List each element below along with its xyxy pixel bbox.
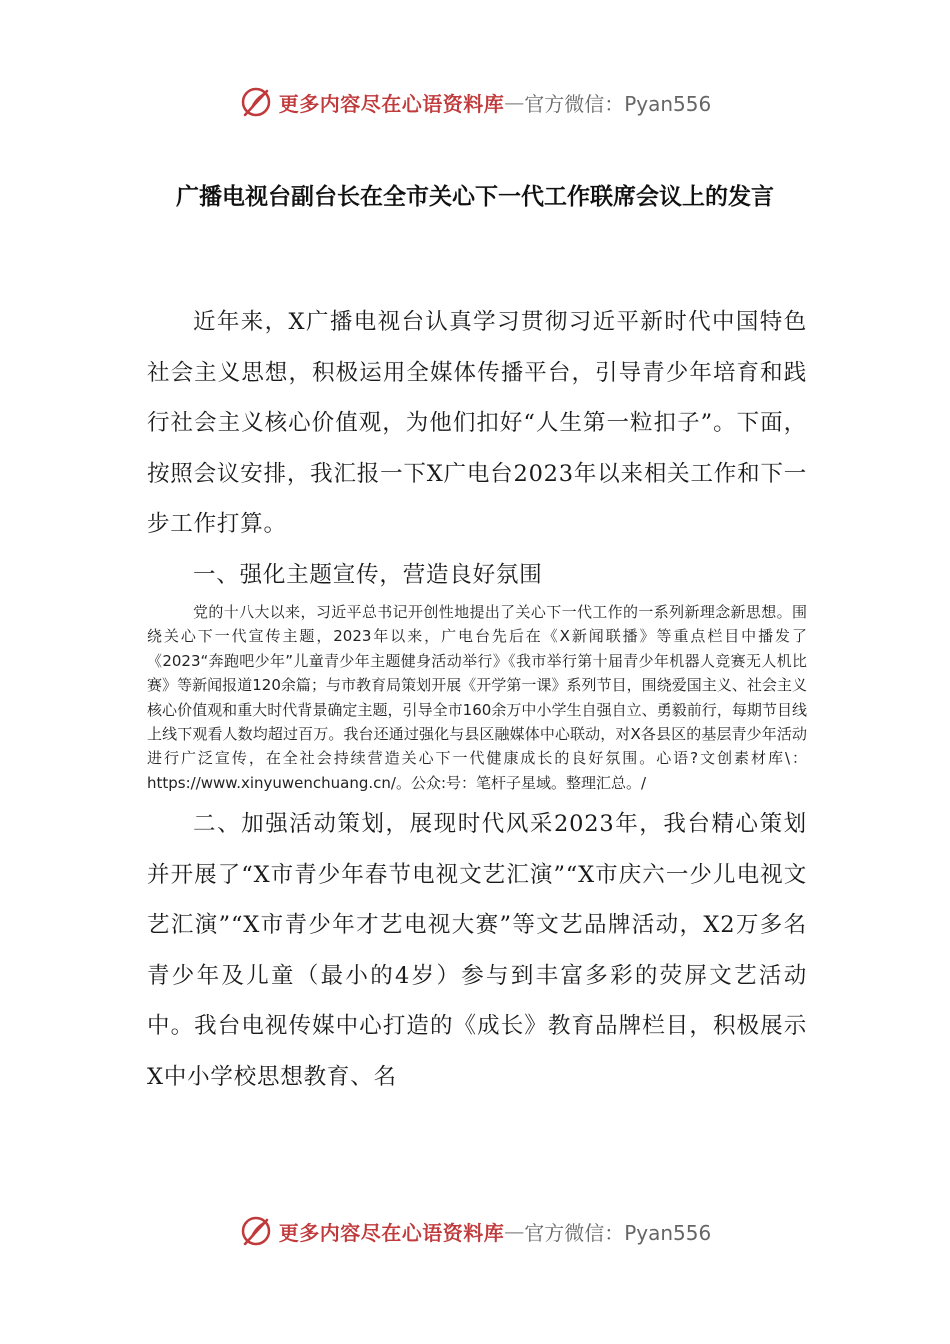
section-1-paragraph: 党的十八大以来，习近平总书记开创性地提出了关心下一代工作的一系列新理念新思想。围绕关心下一代宣传主题，2023年以来，广电台先后在《X新闻联播》等重点栏目中播发了《2023“奔跑吧少年”儿童青少年主题健身活动举行》《我市举行第十届青少年机器人竞赛无人机比赛》等新闻报道120余篇；与市教育局策划开展《开学第一课》系列节目，围绕爱国主义、社会主义核心价值观和重大时代背景确定主题，引导全市160余万中小学生自强自立、勇毅前行，每期节目线上线下观看人数均超过百万。我台还通过强化与县区融媒体中心联动，对X各县区的基层青少年活动进行广泛宣传，在全社会持续营造关心下一代健康成长的良好氛围。心语?文创素材库\：https://www.xinyuwenchuang.cn/。公众:号：笔杆子星域。整理汇总。/ — [147, 603, 807, 792]
banner-library-text: 更多内容尽在心语资料库 — [278, 91, 505, 116]
quill-logo-icon — [239, 1214, 273, 1248]
section-heading-1: 一、强化主题宣传，营造良好氛围 — [193, 561, 543, 588]
header-banner — [0, 82, 950, 122]
banner-wechat-text: 官方微信：Pyan556 — [524, 91, 712, 116]
banner-wechat-text: 官方微信：Pyan556 — [524, 1220, 712, 1245]
quill-logo-icon — [239, 85, 273, 119]
footer-banner — [0, 1211, 950, 1251]
section-2-paragraph: 二、加强活动策划，展现时代风采2023年，我台精心策划并开展了“X市青少年春节电视文艺汇演”“X市庆六一少儿电视文艺汇演”“X市青少年才艺电视大赛”等文艺品牌活动，X2万多名青少年及儿童（最小的4岁）参与到丰富多彩的荧屏文艺活动中。我台电视传媒中心打造的《成长》教育品牌栏目，积极展示X中小学校思想教育、名 — [147, 811, 807, 1090]
intro-paragraph: 近年来，X广播电视台认真学习贯彻习近平新时代中国特色社会主义思想，积极运用全媒体传播平台，引导青少年培育和践行社会主义核心价值观，为他们扣好“人生第一粒扣子”。下面，按照会议安排，我汇报一下X广电台2023年以来相关工作和下一步工作打算。 — [147, 309, 807, 537]
banner-separator: — — [504, 1219, 525, 1243]
banner-separator: — — [504, 90, 525, 114]
document-title: 广播电视台副台长在全市关心下一代工作联席会议上的发言 — [176, 183, 774, 210]
banner-library-text: 更多内容尽在心语资料库 — [278, 1220, 505, 1245]
document-body — [147, 297, 807, 1102]
